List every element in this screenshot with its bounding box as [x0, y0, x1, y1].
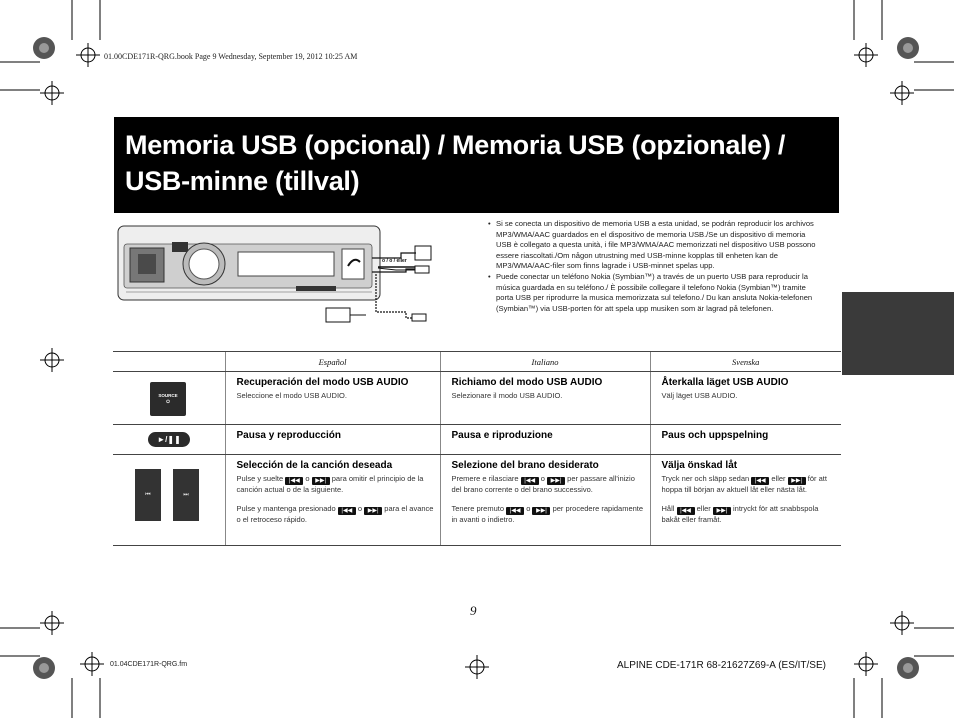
desc-text: o: [526, 504, 531, 513]
prev-key-icon: |◀◀: [285, 477, 303, 485]
next-key-icon: ▶▶|: [532, 507, 550, 515]
desc-text: para el avance o el retroceso rápido.: [236, 504, 434, 524]
play-pause-icon: ►/❚❚: [148, 432, 190, 447]
head-unit-illustration: [116, 222, 486, 330]
bullet-item: • Puede conectar un teléfono Nokia (Symbian™) a través de un puerto USB para reproducir la música guardada en su teléfono./ È possibile collegare il telefono Nokia (Symbian™) tramite porta USB per riprodurre la musica memorizzata sul telefono./ Du kan ansluta Nokia-telefonen (Symbian™) via USB-porten för att spela upp musiken som är lagrad på telefonen.: [487, 272, 817, 314]
desc-text: Tenere premuto: [451, 504, 505, 513]
function-desc: [237, 474, 434, 495]
previous-track-icon: ⏮: [135, 469, 161, 521]
print-footer-file: 01.04CDE171R-QRG.fm: [110, 661, 188, 668]
bullet-item: • Si se conecta un dispositivo de memoria USB a esta unidad, se podrán reproducir los archivos MP3/WMA/AAC guardados en el dispositivo de memoria USB./Se un dispositivo di memoria USB è collegato a questa unità, i file MP3/WMA/AAC memorizzati nel dispositivo USB possono essere riascoltati./Om någon utrustning med USB-minne kopplas till enheten kan de MP3/WMA/AAC-filer som finns lagrade i USB-minnet spelas upp.: [487, 219, 817, 272]
function-title: Selezione del brano desiderato: [451, 460, 599, 471]
function-title: Recuperación del modo USB AUDIO: [236, 377, 409, 388]
desc-text: o: [540, 474, 545, 483]
function-desc: Välj läget USB AUDIO.: [661, 391, 738, 400]
next-key-icon: ▶▶|: [547, 477, 565, 485]
desc-text: intryckt för att snabbspola bakåt eller framåt.: [661, 504, 819, 524]
function-title: Paus och uppspelning: [661, 430, 769, 441]
function-desc: [662, 474, 836, 495]
function-title: Välja önskad låt: [661, 460, 738, 471]
header-it: Italiano: [440, 352, 650, 372]
info-bullets: [487, 219, 817, 314]
power-symbol: ⏻: [166, 399, 170, 404]
connector-label: o / o / eller: [382, 258, 407, 264]
function-desc: [452, 504, 644, 525]
function-desc: [662, 504, 836, 525]
page-number: 9: [470, 603, 477, 618]
header-icon-col: [113, 352, 225, 372]
desc-text: Tryck ner och släpp sedan: [661, 474, 750, 483]
next-key-icon: ▶▶|: [788, 477, 806, 485]
desc-text: eller: [771, 474, 786, 483]
next-key-icon: ▶▶|: [312, 477, 330, 485]
prev-key-icon: |◀◀: [338, 507, 356, 515]
function-table: [113, 351, 841, 546]
header-sv: Svenska: [650, 352, 841, 372]
function-desc: Seleccione el modo USB AUDIO.: [236, 391, 347, 400]
next-track-icon: ⏭: [173, 469, 199, 521]
function-desc: Selezionare il modo USB AUDIO.: [451, 391, 563, 400]
function-title: Pausa y reproducción: [236, 430, 341, 441]
print-footer-model: ALPINE CDE-171R 68-21627Z69-A (ES/IT/SE): [617, 660, 826, 671]
desc-text: per passare all'inizio del brano corrente o del brano successivo.: [451, 474, 635, 494]
page-title: Memoria USB (opcional) / Memoria USB (opzionale) / USB-minne (tillval): [125, 130, 786, 196]
head-unit-drawing: [116, 222, 486, 330]
prev-key-icon: |◀◀: [751, 477, 769, 485]
next-key-icon: ▶▶|: [364, 507, 382, 515]
function-title: Selección de la canción deseada: [236, 460, 393, 471]
row-icon-cell: [113, 425, 225, 455]
desc-text: för att hoppa till början av aktuell låt eller nästa låt.: [661, 474, 827, 494]
prev-key-icon: |◀◀: [506, 507, 524, 515]
desc-text: o: [305, 474, 310, 483]
desc-text: Pulse y suelte: [236, 474, 284, 483]
function-title: Återkalla läget USB AUDIO: [661, 377, 789, 388]
desc-text: per procedere rapidamente in avanti o indietro.: [451, 504, 644, 524]
desc-text: para omitir el principio de la canción actual o de la siguiente.: [236, 474, 424, 494]
function-desc: [237, 504, 434, 525]
function-title: Richiamo del modo USB AUDIO: [451, 377, 603, 388]
desc-text: Pulse y mantenga presionado: [236, 504, 336, 513]
print-header: 01.00CDE171R-QRG.book Page 9 Wednesday, September 19, 2012 10:25 AM: [104, 52, 358, 61]
table-row: [113, 455, 841, 546]
row-icon-cell: [113, 372, 225, 425]
table-row: [113, 425, 841, 455]
header-es: Español: [225, 352, 440, 372]
section-tab: [842, 292, 954, 375]
source-label: SOURCE: [158, 393, 178, 398]
prev-key-icon: |◀◀: [677, 507, 695, 515]
desc-text: Håll: [661, 504, 675, 513]
prev-key-icon: |◀◀: [521, 477, 539, 485]
row-icon-cell: [113, 455, 225, 546]
source-power-icon: [150, 382, 186, 416]
next-key-icon: ▶▶|: [713, 507, 731, 515]
desc-text: eller: [696, 504, 711, 513]
desc-text: o: [357, 504, 363, 513]
title-bar: [114, 117, 839, 213]
table-row: [113, 372, 841, 425]
desc-text: Premere e rilasciare: [451, 474, 519, 483]
function-title: Pausa e riproduzione: [451, 430, 553, 441]
function-desc: [452, 474, 644, 495]
